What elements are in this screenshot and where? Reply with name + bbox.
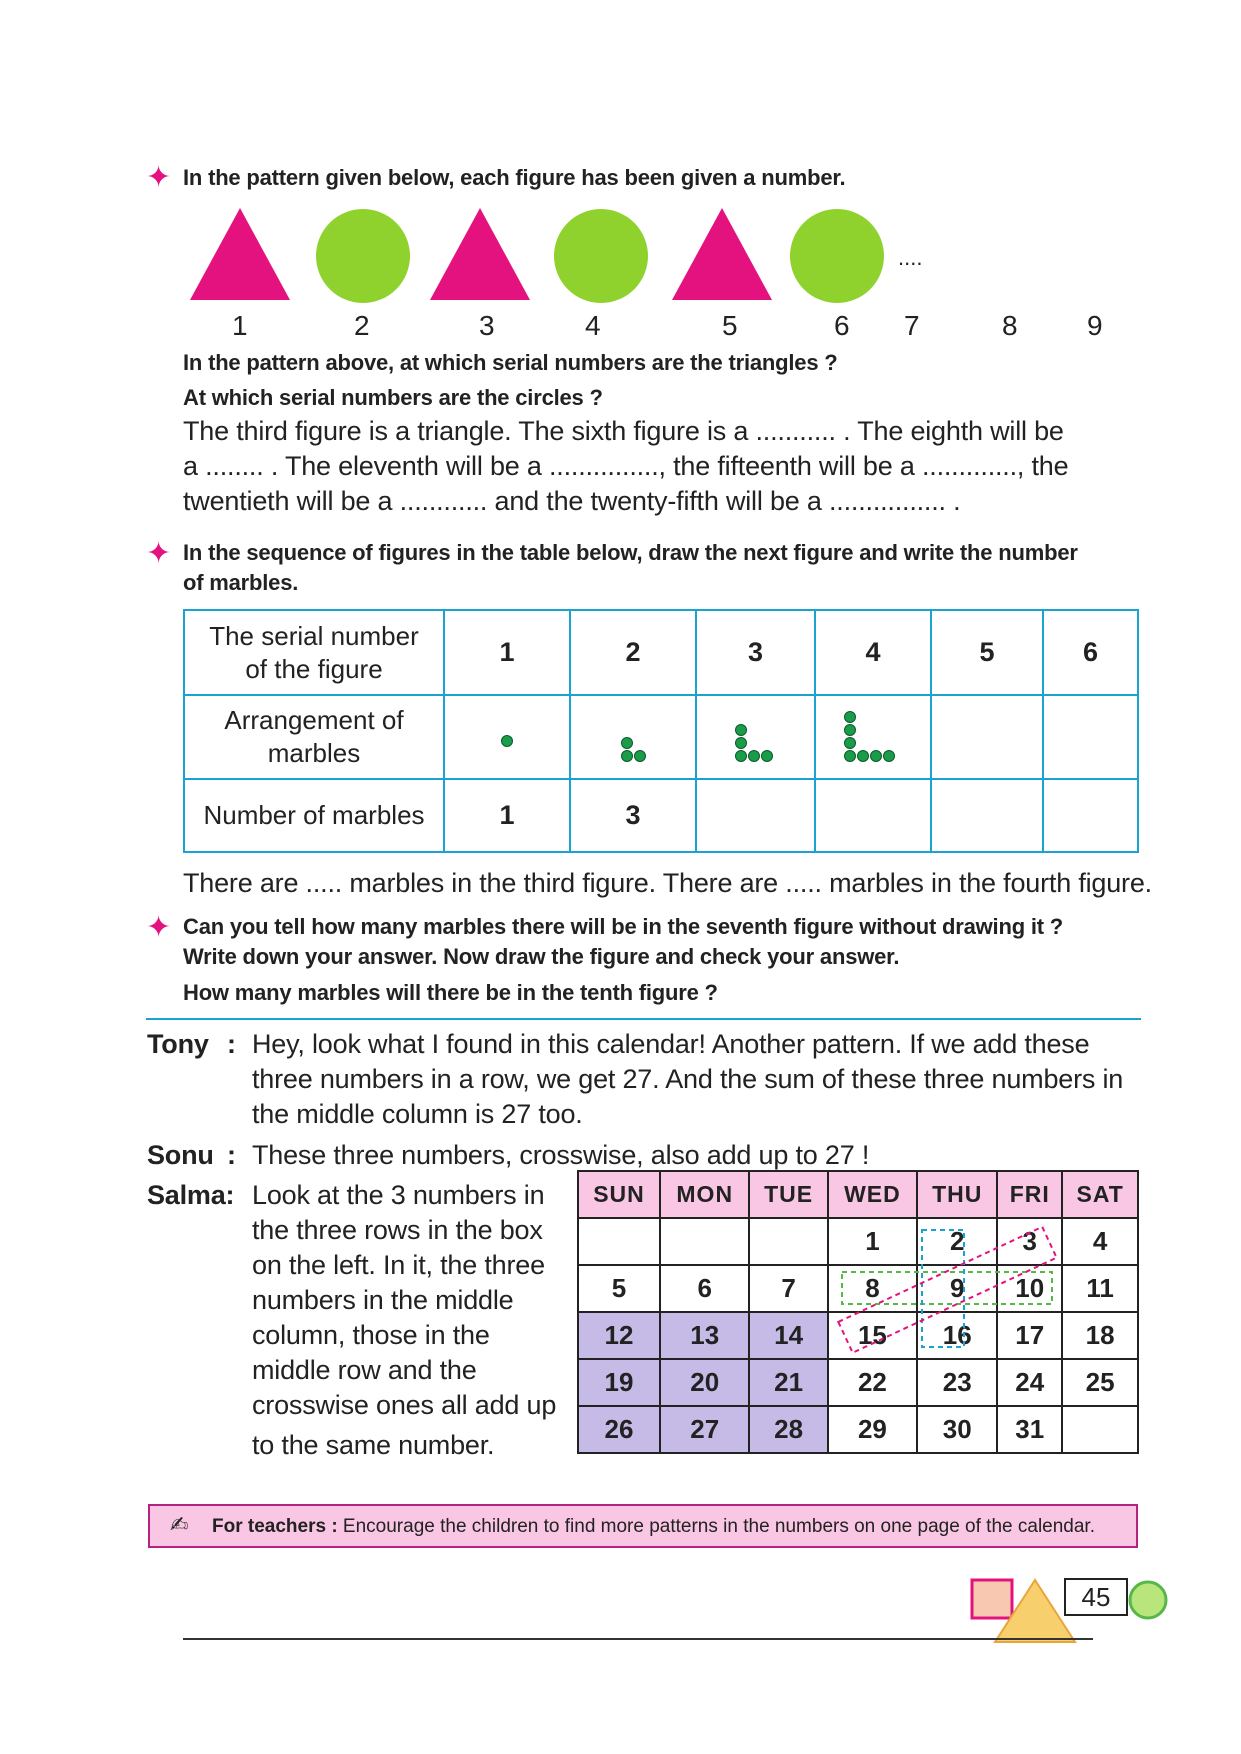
marble-count-sentence: There are ..... marbles in the third figure. There are ..... marbles in the fourth figure. (183, 868, 1152, 898)
date-cell: 13 (660, 1312, 750, 1359)
marble-figure-1 (444, 695, 570, 779)
page-number: 45 (1081, 1582, 1111, 1612)
shape-number: 7 (904, 310, 920, 341)
tony-line-1: Hey, look what I found in this calendar! Another pattern. If we add these (252, 1029, 1090, 1059)
count-cell-empty[interactable] (931, 779, 1043, 852)
triangle-shape-3 (430, 208, 530, 300)
speaker-tony: Tony (147, 1029, 209, 1059)
shape-number: 5 (722, 310, 738, 341)
circle-shape-4 (554, 209, 648, 303)
serial-number-label: The serial number of the figure (184, 610, 444, 695)
date-cell: 15 (828, 1312, 918, 1359)
circle-shape (1130, 1582, 1166, 1618)
salma-line: to the same number. (252, 1430, 495, 1460)
date-cell (578, 1218, 660, 1265)
shape-number: 1 (232, 310, 248, 341)
serial-cell: 1 (444, 610, 570, 695)
speaker-colon: : (227, 1029, 236, 1059)
date-cell: 5 (578, 1265, 660, 1312)
date-cell: 1 (828, 1218, 918, 1265)
page-number-box (1064, 1578, 1128, 1616)
date-cell: 23 (917, 1359, 997, 1406)
shape-number: 6 (834, 310, 850, 341)
day-header: TUE (749, 1171, 827, 1218)
speaker-colon: : (227, 1140, 236, 1170)
date-cell: 28 (749, 1406, 827, 1453)
footer-rule (183, 1638, 1093, 1640)
salma-line: Look at the 3 numbers in (252, 1180, 545, 1210)
section1-prompt: In the pattern given below, each figure has been given a number. (183, 165, 846, 190)
date-cell: 24 (997, 1359, 1062, 1406)
circle-shape-2 (316, 209, 410, 303)
date-cell: 14 (749, 1312, 827, 1359)
date-cell: 6 (660, 1265, 750, 1312)
date-cell: 21 (749, 1359, 827, 1406)
date-cell: 3 (997, 1218, 1062, 1265)
speaker-sonu: Sonu (147, 1140, 214, 1170)
teacher-note-label: For teachers : (212, 1516, 338, 1537)
day-header: SUN (578, 1171, 660, 1218)
date-cell: 26 (578, 1406, 660, 1453)
day-header: MON (660, 1171, 750, 1218)
shape-number: 9 (1087, 310, 1103, 341)
day-header: FRI (997, 1171, 1062, 1218)
salma-line: on the left. In it, the three (252, 1250, 545, 1280)
sonu-line: These three numbers, crosswise, also add up to 27 ! (252, 1140, 870, 1170)
day-header: SAT (1062, 1171, 1138, 1218)
shape-number: 3 (479, 310, 495, 341)
count-cell: 1 (444, 779, 570, 852)
date-cell: 19 (578, 1359, 660, 1406)
teacher-note-body: Encourage the children to find more patterns in the numbers on one page of the calendar. (337, 1516, 1095, 1537)
date-cell (660, 1218, 750, 1265)
marble-figure-4 (815, 695, 931, 779)
arrangement-label: Arrangement of marbles (184, 695, 444, 779)
shape-number: 4 (585, 310, 601, 341)
speaker-salma: Salma: (147, 1180, 235, 1210)
date-cell (1062, 1406, 1138, 1453)
marble-figure-6-empty[interactable] (1043, 695, 1138, 779)
day-header: THU (917, 1171, 997, 1218)
marble-figure-3 (696, 695, 815, 779)
section2-prompt-2: of marbles. (183, 570, 299, 595)
count-cell-empty[interactable] (815, 779, 931, 852)
date-cell: 29 (828, 1406, 918, 1453)
marble-table (183, 609, 1139, 853)
date-cell: 4 (1062, 1218, 1138, 1265)
teacher-note-box (148, 1504, 1138, 1548)
date-cell: 22 (828, 1359, 918, 1406)
serial-cell: 4 (815, 610, 931, 695)
serial-cell: 6 (1043, 610, 1138, 695)
date-cell: 25 (1062, 1359, 1138, 1406)
number-of-marbles-label: Number of marbles (184, 779, 444, 852)
fill-line-3: twentieth will be a ............ and the twenty-fifth will be a ................ . (183, 486, 961, 516)
square-shape (972, 1580, 1012, 1618)
date-cell: 16 (917, 1312, 997, 1359)
fill-line-1: The third figure is a triangle. The sixth figure is a ........... . The eighth will be (183, 416, 1064, 446)
shape-number: 8 (1002, 310, 1018, 341)
teacher-note-text (212, 1516, 1095, 1538)
count-cell-empty[interactable] (1043, 779, 1138, 852)
section3-line-3: How many marbles will there be in the tenth figure ? (183, 980, 718, 1005)
section3-line-2: Write down your answer. Now draw the figure and check your answer. (183, 944, 900, 969)
date-cell: 9 (917, 1265, 997, 1312)
salma-line: column, those in the (252, 1320, 490, 1350)
serial-cell: 3 (696, 610, 815, 695)
day-header: WED (828, 1171, 918, 1218)
date-cell: 10 (997, 1265, 1062, 1312)
marble-figure-5-empty[interactable] (931, 695, 1043, 779)
date-cell: 11 (1062, 1265, 1138, 1312)
date-cell: 7 (749, 1265, 827, 1312)
calendar-table (577, 1170, 1139, 1454)
date-cell: 2 (917, 1218, 997, 1265)
tony-line-2: three numbers in a row, we get 27. And the sum of these three numbers in (252, 1064, 1124, 1094)
date-cell: 12 (578, 1312, 660, 1359)
question-triangles: In the pattern above, at which serial numbers are the triangles ? (183, 350, 838, 375)
date-cell: 31 (997, 1406, 1062, 1453)
section3-line-1: Can you tell how many marbles there will be in the seventh figure without drawing it ? (183, 914, 1064, 939)
bullet-star-icon: ✦ (146, 537, 172, 570)
circle-shape-6 (790, 209, 884, 303)
bullet-star-icon: ✦ (146, 161, 172, 194)
serial-cell: 2 (570, 610, 696, 695)
date-cell: 18 (1062, 1312, 1138, 1359)
date-cell: 8 (828, 1265, 918, 1312)
salma-line: the three rows in the box (252, 1215, 543, 1245)
count-cell: 3 (570, 779, 696, 852)
tony-line-3: the middle column is 27 too. (252, 1099, 583, 1129)
date-cell: 20 (660, 1359, 750, 1406)
salma-line: numbers in the middle (252, 1285, 514, 1315)
date-cell: 17 (997, 1312, 1062, 1359)
shape-pattern (180, 200, 940, 310)
pencil-hand-icon: ✍ (170, 1512, 189, 1537)
section2-prompt-1: In the sequence of figures in the table below, draw the next figure and write the number (183, 540, 1078, 565)
question-circles: At which serial numbers are the circles ? (183, 385, 603, 410)
date-cell: 27 (660, 1406, 750, 1453)
triangle-shape-1 (190, 208, 290, 300)
bullet-star-icon: ✦ (146, 911, 172, 944)
divider-line (146, 1018, 1141, 1020)
triangle-shape-5 (672, 208, 772, 300)
date-cell: 30 (917, 1406, 997, 1453)
date-cell (749, 1218, 827, 1265)
pattern-ellipsis: .... (898, 245, 923, 270)
marble-figure-2 (570, 695, 696, 779)
salma-line: crosswise ones all add up (252, 1390, 557, 1420)
fill-line-2: a ........ . The eleventh will be a ..............., the fifteenth will be a ............., the (183, 451, 1069, 481)
shape-number: 2 (354, 310, 370, 341)
salma-line: middle row and the (252, 1355, 477, 1385)
serial-cell: 5 (931, 610, 1043, 695)
count-cell-empty[interactable] (696, 779, 815, 852)
